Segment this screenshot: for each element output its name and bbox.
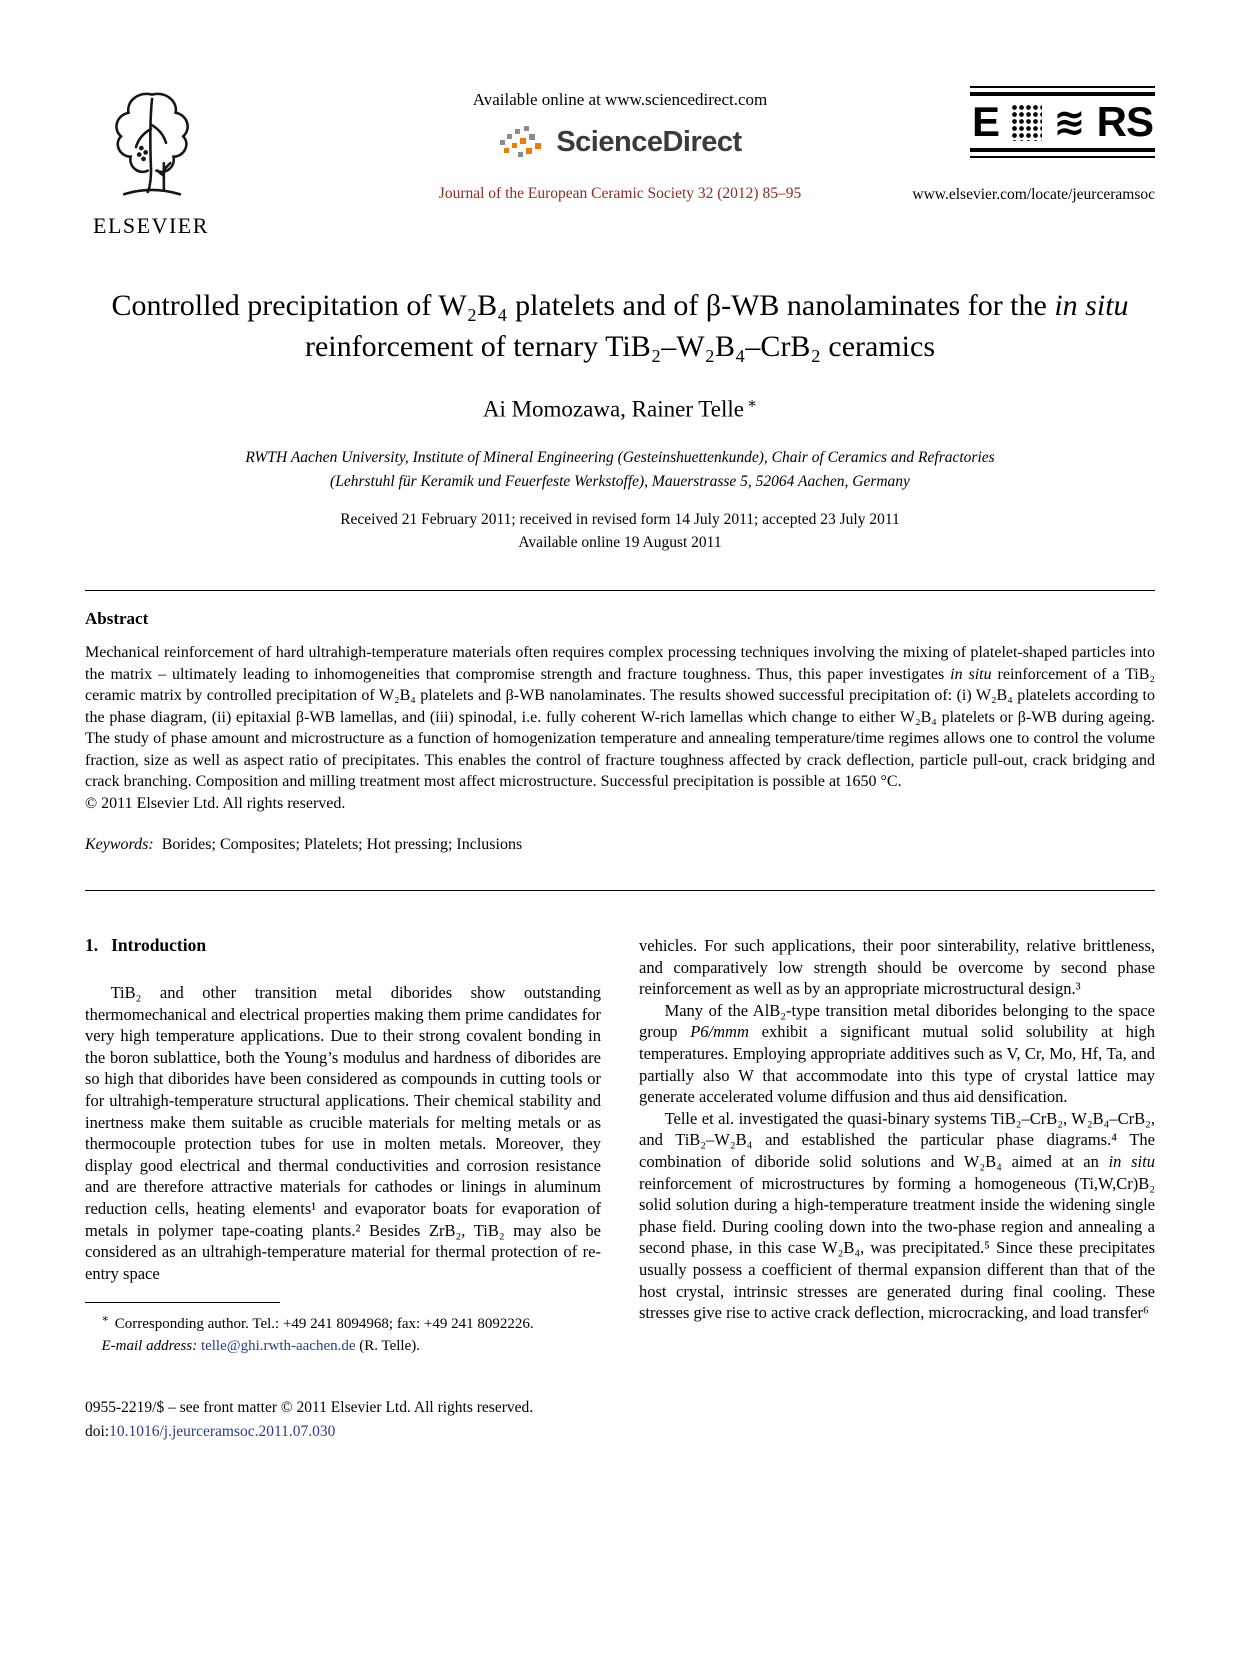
article-history xyxy=(85,508,1155,555)
affiliation-line-1: RWTH Aachen University, Institute of Mineral Engineering (Gesteinshuettenkunde), Chair of Ceramics and Refractories xyxy=(245,449,995,467)
paragraph-4-text-2: reinforcement of microstructures by forming a homogeneous (Ti,W,Cr)B₂ solid solution during a high-temperature treatment inside the widening single phase field. During cooling down into the two-phase region and annealing a second phase, in this case W₂B₄, was precipitated.⁵ Since these precipitates usually possess a coefficient of thermal expansion different than that of the host crystal, intrinsic stresses are generated during final cooling. These stresses give rise to active crack deflection, microcracking, and load transfer⁶ xyxy=(639,1173,1155,1323)
paragraph-3-text-1: Many of the AlB₂-type transition metal diborides belonging to the space group xyxy=(639,1000,1155,1042)
ecers-logo xyxy=(970,86,1155,158)
sciencedirect-logo-text: ScienceDirect xyxy=(556,125,742,158)
affiliation-block xyxy=(85,446,1155,493)
doi-line xyxy=(85,1420,1155,1444)
section-number: 1. xyxy=(85,934,99,955)
footnote-text: Corresponding author. Tel.: +49 241 8094968; fax: +49 241 8092226. xyxy=(110,1316,534,1333)
front-matter-footer xyxy=(85,1396,1155,1444)
article-body xyxy=(85,935,1155,1358)
right-column xyxy=(639,935,1155,1358)
footnote-block xyxy=(85,1302,601,1358)
abstract-section xyxy=(85,609,1155,814)
abstract-text-2: reinforcement of a TiB₂ ceramic matrix by controlled precipitation of W₂B₄ platelets and β-WB nanolaminates. The results showed successful precipitation of: (i) W₂B₄ platelets according to the phase diagram, (ii) epitaxial β-WB lamellas, and (iii) spinodal, i.e. fully coherent W-rich lamellas which change to either W₂B₄ platelets or β-WB during ageing. The study of phase amount and microstructure as a function of homogenization temperature and annealing temperature/time regimes allows one to control the volume fraction, size as well as aspect ratio of precipitates. This enables the control of fracture toughness affected by crack deflection, particle pull-out, crack bridging and crack branching. Composition and milling treatment most affect microstructure. Successful precipitation is possible at 1650 °C. xyxy=(85,665,1155,791)
paragraph-4-text-1: Telle et al. investigated the quasi-binary systems TiB₂–CrB₂, W₂B₄–CrB₂, and TiB₂–W₂B₄ and established the particular phase diagrams.⁴ The combination of diboride solid solutions and W₂B₄ aimed at an xyxy=(639,1108,1155,1172)
header-center xyxy=(335,86,905,203)
introduction-heading xyxy=(85,935,601,956)
ecers-top-bar-thin xyxy=(970,86,1155,88)
abstract-heading: Abstract xyxy=(85,609,149,629)
intro-paragraph-3 xyxy=(639,1000,1155,1108)
elsevier-logo-text: ELSEVIER xyxy=(93,213,209,238)
ecers-bottom-bar-thick xyxy=(970,148,1155,152)
affiliation-line-2: (Lehrstuhl für Keramik und Feuerfeste Werkstoffe), Mauerstrasse 5, 52064 Aachen, Germany xyxy=(330,472,910,490)
paragraph-3-italic: P6/mmm xyxy=(690,1022,749,1042)
abstract-text xyxy=(85,642,1155,792)
keywords-text: Borides; Composites; Platelets; Hot pressing; Inclusions xyxy=(161,835,523,853)
ecers-logo-row xyxy=(970,96,1155,148)
paragraph-3-text-2: exhibit a significant mutual solid solubility at high temperatures. Employing appropriate additives such as V, Cr, Mo, Hf, Ta, and partially also W that accommodate into this type of crystal lattice may generate accelerated volume diffusion and thus aid densification. xyxy=(639,1022,1155,1107)
footnote-mark: ∗ xyxy=(101,1313,109,1326)
email-label: E-mail address: xyxy=(101,1338,198,1355)
ecers-bottom-bar-thin xyxy=(970,156,1155,158)
available-online-text: Available online at www.sciencedirect.com xyxy=(472,90,768,109)
sciencedirect-dots-icon xyxy=(498,123,548,161)
keywords-label: Keywords: xyxy=(85,835,154,853)
author-names: Ai Momozawa, Rainer Telle xyxy=(482,396,744,422)
journal-citation-link[interactable]: Journal of the European Ceramic Society 32 (2012) 85–95 xyxy=(438,185,802,202)
article-title xyxy=(85,285,1155,368)
ecers-logo-rs: RS xyxy=(1096,98,1153,145)
corresponding-author-mark[interactable]: ∗ xyxy=(746,395,758,412)
corresponding-author-note xyxy=(85,1312,601,1336)
article-title-text-2: reinforcement of ternary TiB₂–W₂B₄–CrB₂ ceramics xyxy=(304,330,935,364)
doi-link[interactable]: 10.1016/j.jeurceramsoc.2011.07.030 xyxy=(109,1422,336,1440)
doi-label: doi: xyxy=(85,1422,110,1440)
keywords-line xyxy=(85,836,1155,854)
footnote-rule xyxy=(85,1302,280,1303)
issn-line: 0955-2219/$ – see front matter © 2011 Elsevier Ltd. All rights reserved. xyxy=(85,1398,534,1416)
available-online-line: Available online 19 August 2011 xyxy=(518,534,722,552)
abstract-text-1: Mechanical reinforcement of hard ultrahigh-temperature materials often requires complex processing techniques involving the mixing of platelet-shaped particles into the matrix – ultimately leading to inhomogeneities that compromise strength and fracture toughness. Thus, this paper investigates xyxy=(85,644,1155,683)
sciencedirect-logo[interactable] xyxy=(335,123,905,161)
intro-paragraph-4 xyxy=(639,1108,1155,1324)
authors-line xyxy=(85,394,1155,423)
header-left xyxy=(85,86,335,239)
intro-paragraph-2: vehicles. For such applications, their poor sinterability, relative brittleness, and comparatively low strength should be overcome by second phase reinforcement as well as by an appropriate microstructural design.³ xyxy=(639,935,1155,999)
ecers-waves-icon: ≋ xyxy=(1053,100,1086,144)
intro-paragraph-1: TiB₂ and other transition metal diborides show outstanding thermomechanical and electrical properties making them prime candidates for very high temperature applications. Due to their strong covalent bonding in the boron sublattice, both the Young’s modulus and hardness of diborides are so high that diborides have been considered as compounds in cutting tools or for ultrahigh-temperature structural applications. Their chemical stability and inertness make them suitable as crucible materials for melting metals or as thermocouple protection tubes for use in molten metals. Moreover, they display good electrical and thermal conductivities and corrosion resistance and are therefore attractive materials for cathodes or linings in aluminum reduction cells, heating elements¹ and evaporator boats for evaporation of metals in polymer tape-coating plants.² Besides ZrB₂, TiB₂ may also be considered as an ultrahigh-temperature material for thermal protection of re-entry space xyxy=(85,982,601,1283)
section-title: Introduction xyxy=(111,934,207,955)
elsevier-tree-icon xyxy=(101,86,201,206)
column-spacer xyxy=(85,1284,601,1302)
email-suffix: (R. Telle). xyxy=(355,1338,421,1355)
abstract-text-italic: in situ xyxy=(950,665,992,683)
article-title-text-1: Controlled precipitation of W₂B₄ platelets and of β-WB nanolaminates for the xyxy=(111,289,1055,322)
email-link[interactable]: telle@ghi.rwth-aachen.de xyxy=(200,1338,356,1355)
paragraph-4-italic: in situ xyxy=(1108,1152,1155,1172)
elsevier-logo xyxy=(85,86,217,239)
header-right xyxy=(905,86,1155,204)
email-note xyxy=(85,1336,601,1358)
received-line: Received 21 February 2011; received in revised form 14 July 2011; accepted 23 July 2011 xyxy=(340,510,900,528)
ecers-dots-icon xyxy=(1010,103,1042,141)
journal-website-url: www.elsevier.com/locate/jeurceramsoc xyxy=(912,186,1155,203)
journal-header xyxy=(85,86,1155,239)
divider-top xyxy=(85,590,1155,591)
ecers-logo-e: E xyxy=(972,98,1000,145)
divider-abstract xyxy=(85,890,1155,891)
left-column xyxy=(85,935,601,1358)
article-title-italic: in situ xyxy=(1054,289,1129,322)
copyright-line: © 2011 Elsevier Ltd. All rights reserved. xyxy=(85,794,346,812)
